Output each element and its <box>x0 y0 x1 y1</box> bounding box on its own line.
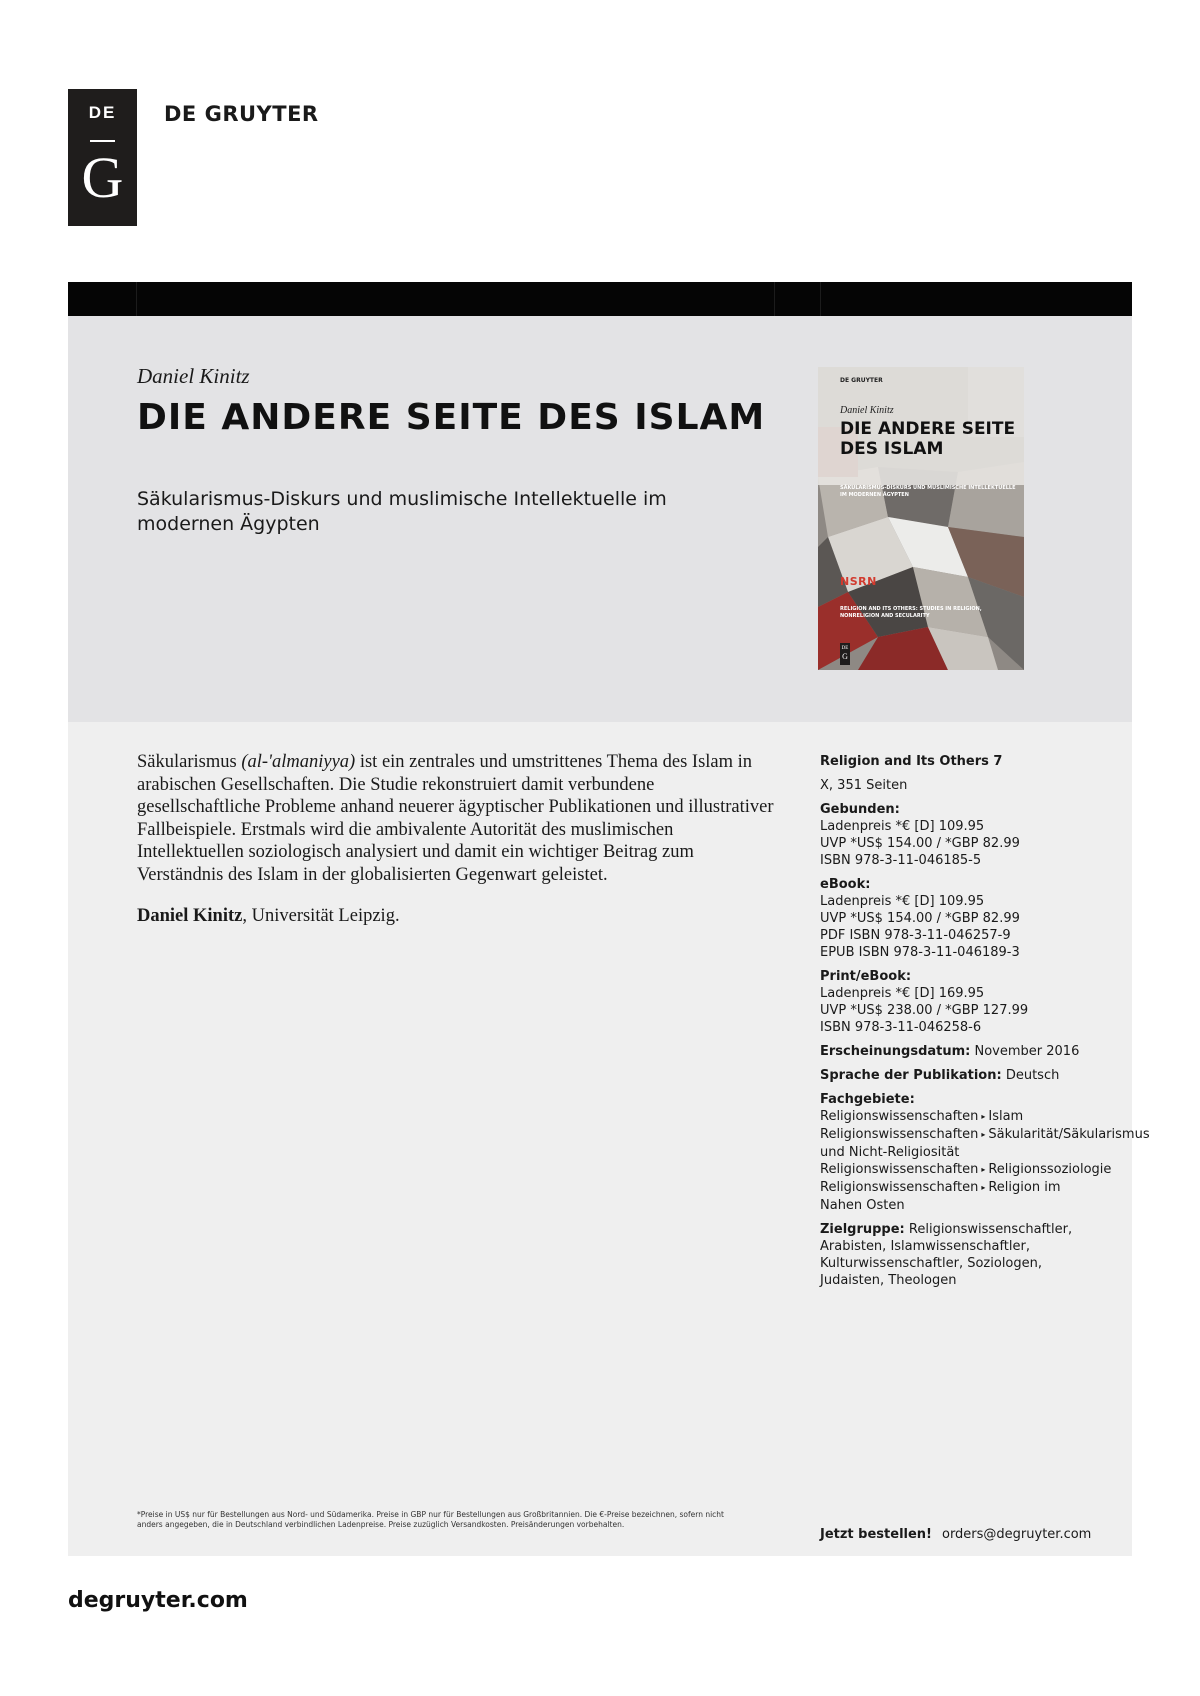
book-title: DIE ANDERE SEITE DES ISLAM <box>137 397 766 438</box>
subject-item <box>820 1108 1090 1126</box>
brand-name: DE GRUYTER <box>164 102 319 126</box>
ebook-price: Ladenpreis *€ [D] 109.95 <box>820 894 985 909</box>
price-footnote: *Preise in US$ nur für Bestellungen aus Nord- und Südamerika. Preise in GBP nur für Bestellungen aus Großbritannien. Die €-Preise bezeichnen, sofern nicht anders angegeben, die in Deutschland verbindlichen Ladenpreise. Preise zuzüglich Versandkosten. Preisänderungen vorbehalten. <box>137 1510 724 1529</box>
order-label: Jetzt bestellen! <box>820 1527 932 1542</box>
triangle-right-icon: ▸ <box>981 1130 986 1139</box>
date-value: November 2016 <box>970 1044 1080 1059</box>
print-ebook-price: Ladenpreis *€ [D] 169.95 <box>820 986 985 1001</box>
subject-child: Säkularität/Säkularismus und Nicht-Religiosität <box>820 1127 1150 1160</box>
logo-rule <box>90 140 115 142</box>
page-count: X, 351 Seiten <box>820 778 908 793</box>
subject-child: Religion im Nahen Osten <box>820 1180 1061 1213</box>
author-name: Daniel Kinitz <box>137 364 250 388</box>
subject-child: Religionssoziologie <box>988 1162 1112 1177</box>
cover-series-logo: NSRN <box>840 575 877 588</box>
ebook-block <box>820 876 1090 961</box>
cover-author: Daniel Kinitz <box>840 405 894 416</box>
print-ebook-label: Print/eBook: <box>820 969 912 984</box>
ebook-label: eBook: <box>820 877 871 892</box>
subjects-list <box>820 1108 1150 1214</box>
abstract-post: ist ein zentrales und umstrittenes Thema des Islam in arabischen Gesellschaften. Die Studie rekonstruiert damit verbundene gesellschaftliche Probleme anhand neuerer ägyptischer Publikationen und illustrativer Fallbeispiele. Erstmals wird die ambivalente Autorität des muslimischen Intellektuellen soziologisch analysiert und damit ein wichtiger Beitrag zum Verständnis des Islam in der globalisierten Gegenwart geleistet. <box>137 752 774 885</box>
triangle-right-icon: ▸ <box>981 1183 986 1192</box>
hardcover-uvp: UVP *US$ 154.00 / *GBP 82.99 <box>820 836 1020 851</box>
audience-label: Zielgruppe: <box>820 1222 905 1237</box>
triangle-right-icon: ▸ <box>981 1165 986 1174</box>
cover-mini-logo-bottom: G <box>842 652 848 661</box>
abstract-term: (al-'almaniyya) <box>241 752 356 772</box>
subject-child: Islam <box>988 1109 1024 1124</box>
book-cover-image <box>818 367 1024 670</box>
cover-subtitle: SÄKULARISMUS-DISKURS UND MUSLIMISCHE INTELLEKTUELLE IM MODERNEN ÄGYPTEN <box>840 485 1016 498</box>
logo-g-text: G <box>81 145 124 210</box>
publication-language <box>820 1067 1090 1084</box>
subject-item <box>820 1126 1150 1161</box>
print-ebook-isbn: ISBN 978-3-11-046258-6 <box>820 1020 982 1035</box>
logo-de-text: DE <box>88 103 117 122</box>
subjects-block <box>820 1091 1150 1214</box>
subject-item <box>820 1179 1090 1214</box>
de-gruyter-logo <box>68 89 137 226</box>
hardcover-block <box>820 801 1090 869</box>
hardcover-label: Gebunden: <box>820 802 900 817</box>
cover-publisher: DE GRUYTER <box>840 377 883 384</box>
print-ebook-block <box>820 968 1090 1036</box>
cover-series: RELIGION AND ITS OTHERS: STUDIES IN RELIGION, NONRELIGION AND SECULARITY <box>840 606 982 619</box>
audience-block <box>820 1221 1090 1289</box>
book-subtitle: Säkularismus-Diskurs und muslimische Intellektuelle im modernen Ägypten <box>137 488 667 535</box>
language-value: Deutsch <box>1001 1068 1060 1083</box>
ebook-uvp: UVP *US$ 154.00 / *GBP 82.99 <box>820 911 1020 926</box>
cover-mini-logo-top: DE <box>841 646 849 651</box>
ebook-pdf-isbn: PDF ISBN 978-3-11-046257-9 <box>820 928 1011 943</box>
subjects-label: Fachgebiete: <box>820 1092 915 1107</box>
site-url[interactable]: degruyter.com <box>68 1588 248 1613</box>
abstract-text <box>137 751 782 886</box>
header-bar <box>68 282 1132 316</box>
order-line <box>820 1527 1091 1542</box>
date-label: Erscheinungsdatum: <box>820 1044 971 1059</box>
series-name: Religion and Its Others 7 <box>820 754 1003 769</box>
language-label: Sprache der Publikation: <box>820 1068 1002 1083</box>
ebook-epub-isbn: EPUB ISBN 978-3-11-046189-3 <box>820 945 1020 960</box>
triangle-right-icon: ▸ <box>981 1112 986 1121</box>
audience-value: Religionswissenschaftler, Arabisten, Islamwissenschaftler, Kulturwissenschaftler, Soziologen, Judaisten, Theologen <box>820 1222 1073 1288</box>
subject-parent: Religionswissenschaften <box>820 1109 979 1124</box>
bio-affiliation: , Universität Leipzig. <box>242 906 400 926</box>
subject-item <box>820 1161 1112 1179</box>
subject-parent: Religionswissenschaften <box>820 1162 979 1177</box>
order-email[interactable]: orders@degruyter.com <box>941 1527 1092 1542</box>
cover-title: DIE ANDERE SEITE DES ISLAM <box>840 419 1016 459</box>
bio-name: Daniel Kinitz <box>137 906 243 926</box>
print-ebook-uvp: UVP *US$ 238.00 / *GBP 127.99 <box>820 1003 1029 1018</box>
hardcover-price: Ladenpreis *€ [D] 109.95 <box>820 819 985 834</box>
abstract-pre: Säkularismus <box>137 752 242 772</box>
subject-parent: Religionswissenschaften <box>820 1127 979 1142</box>
publication-date <box>820 1043 1090 1060</box>
cover-mini-logo <box>840 643 850 665</box>
hardcover-isbn: ISBN 978-3-11-046185-5 <box>820 853 982 868</box>
subject-parent: Religionswissenschaften <box>820 1180 979 1195</box>
book-details <box>820 753 1150 1296</box>
author-bio <box>137 906 400 927</box>
